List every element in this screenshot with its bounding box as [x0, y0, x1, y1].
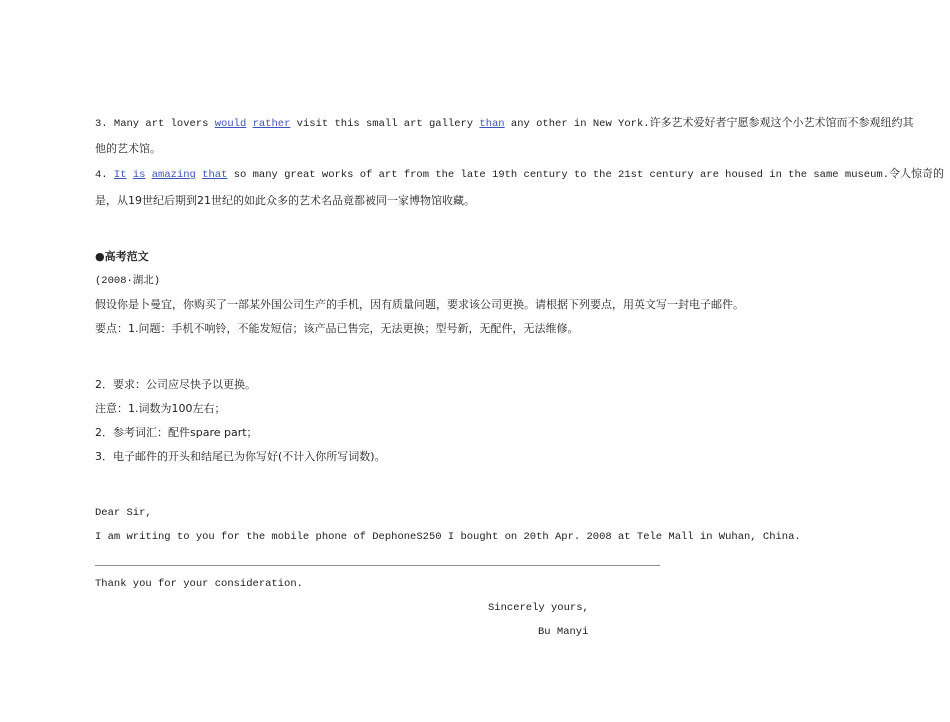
- example-3-text: visit this small art gallery: [290, 118, 480, 130]
- example-4-translation: 令人惊奇的: [889, 167, 944, 180]
- source-label: (2008·湖北): [95, 275, 161, 287]
- letter-signoff: Sincerely yours,: [488, 602, 589, 614]
- example-3-number: 3.: [95, 118, 114, 130]
- keyword-is: is: [132, 169, 146, 181]
- keyword-rather: rather: [252, 118, 291, 130]
- example-3-text: any other in New York.: [504, 118, 650, 130]
- letter-greeting: Dear Sir,: [95, 507, 152, 519]
- task-prompt: 假设你是卜曼宜，你购买了一部某外国公司生产的手机，因有质量问题，要求该公司更换。请根据下列要点，用英文写一封电子邮件。: [95, 298, 744, 311]
- example-4-translation-cont: 是，从19世纪后期到21世纪的如此众多的艺术名品竟都被同一家博物馆收藏。: [95, 194, 475, 207]
- letter-opening: I am writing to you for the mobile phone of DephoneS250 I bought on 20th Apr. 2008 at Tele Mall in Wuhan, China.: [95, 531, 801, 543]
- section-heading: [95, 250, 149, 264]
- answer-line: [95, 565, 660, 566]
- task-points: 要点：1.问题：手机不响铃，不能发短信；该产品已售完，无法更换；型号新，无配件，无法维修。: [95, 322, 579, 335]
- keyword-amazing: amazing: [151, 169, 196, 181]
- task-requirement: 2．要求：公司应尽快予以更换。: [95, 378, 256, 391]
- example-3-line: [95, 116, 914, 131]
- keyword-than: than: [479, 118, 505, 130]
- example-4-number: 4.: [95, 169, 114, 181]
- keyword-that: that: [202, 169, 228, 181]
- note-format: 3．电子邮件的开头和结尾已为你写好(不计入你所写词数)。: [95, 450, 386, 463]
- bullet-icon: ●: [95, 250, 105, 263]
- example-3-translation: 许多艺术爱好者宁愿参观这个小艺术馆而不参观纽约其: [649, 116, 914, 129]
- example-3-text: Many art lovers: [113, 118, 215, 130]
- example-4-line: [95, 167, 944, 182]
- note-vocabulary: 2．参考词汇：配件spare part；: [95, 426, 258, 439]
- keyword-it: It: [113, 169, 127, 181]
- example-4-text: so many great works of art from the late 19th century to the 21st century are housed in the same museum.: [227, 169, 889, 181]
- section-title: 高考范文: [104, 250, 149, 263]
- keyword-would: would: [214, 118, 247, 130]
- example-3-translation-cont: 他的艺术馆。: [95, 142, 161, 155]
- letter-closing: Thank you for your consideration.: [95, 578, 303, 590]
- note-word-count: 注意：1.词数为100左右；: [95, 402, 226, 415]
- letter-signature: Bu Manyi: [538, 626, 589, 638]
